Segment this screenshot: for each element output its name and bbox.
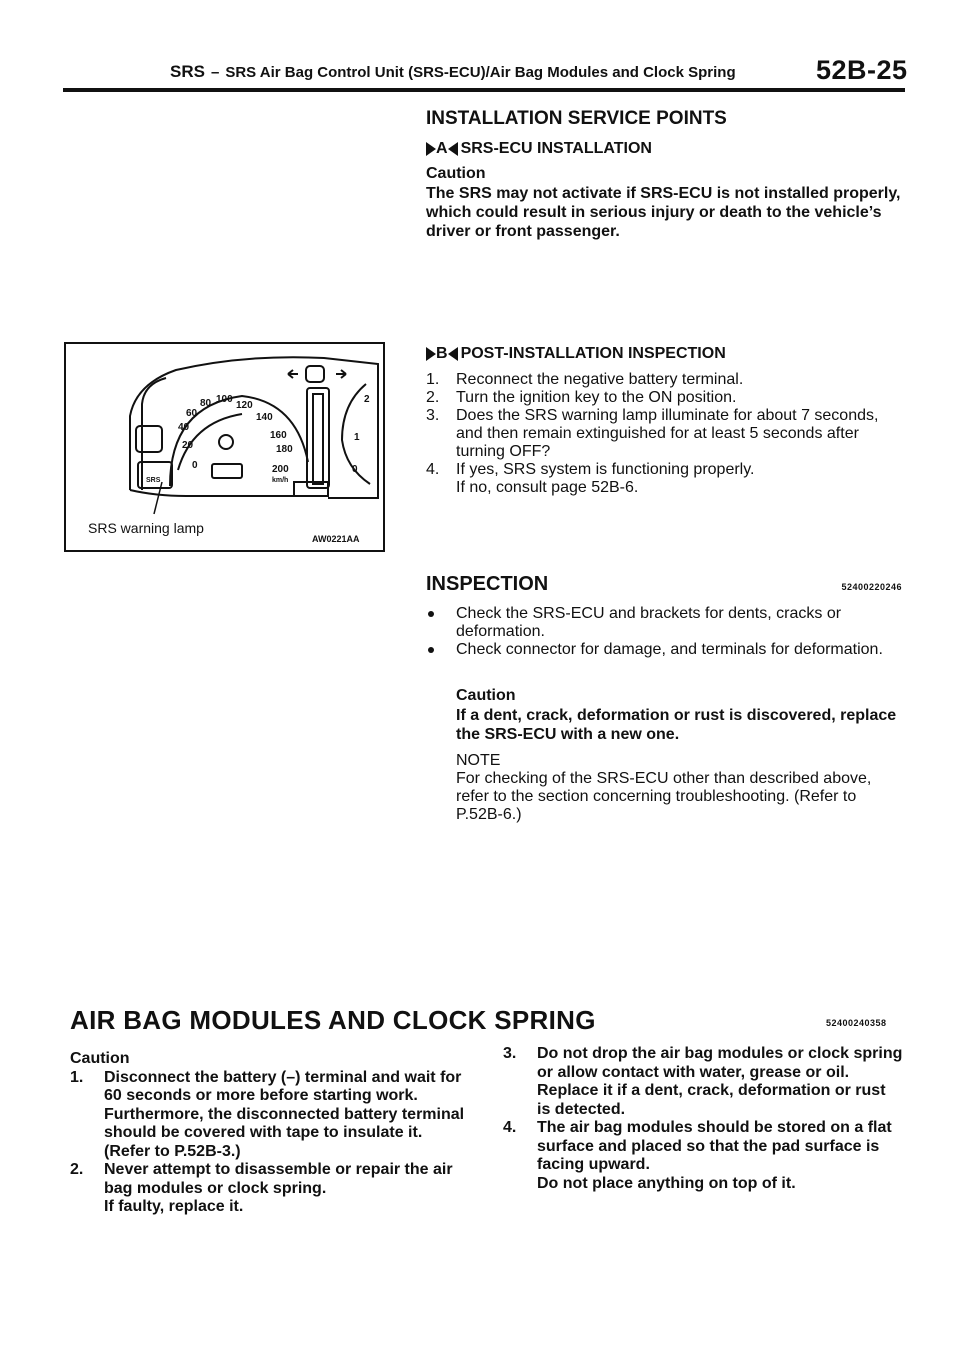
section-a-heading	[426, 140, 902, 158]
section-a-marker: A	[436, 140, 448, 157]
step-number: 3.	[426, 407, 440, 424]
airbag-caution-list-left	[70, 1069, 470, 1217]
step-number: 1.	[426, 371, 440, 388]
step-number: 4.	[426, 461, 440, 478]
speed-mark: 0	[192, 460, 198, 471]
item-extra-text: Do not place anything on top of it.	[537, 1174, 796, 1192]
speed-mark: 160	[270, 430, 287, 441]
list-item: Check the SRS-ECU and brackets for dents, cracks or deformation.	[426, 605, 902, 641]
step-text: Does the SRS warning lamp illuminate for about 7 seconds, and then remain extinguished for at least 5 seconds after turning OFF?	[456, 407, 879, 460]
step-number: 2.	[426, 389, 440, 406]
list-item	[426, 389, 902, 407]
section-b-title: POST-INSTALLATION INSPECTION	[460, 345, 726, 362]
step-text: Turn the ignition key to the ON position.	[456, 389, 737, 406]
list-item	[503, 1045, 903, 1119]
section-a-caution-text: The SRS may not activate if SRS-ECU is not installed properly, which could result in serious injury or death to the vehicle’s driver or front passenger.	[426, 185, 901, 240]
header-system: SRS	[170, 62, 205, 81]
step-extra-text: If no, consult page 52B-6.	[456, 479, 639, 496]
speed-mark: 140	[256, 412, 273, 423]
item-extra-text: Replace it if a dent, crack, deformation or rust is detected.	[537, 1082, 886, 1118]
gauge-mark: 0	[352, 464, 358, 475]
marker-left-arrow-icon	[448, 142, 458, 156]
figure-label: SRS warning lamp	[88, 520, 204, 536]
item-number: 1.	[70, 1068, 84, 1086]
inspection-code: 52400220246	[841, 582, 902, 592]
speed-mark: 120	[236, 400, 253, 411]
speed-mark: 20	[182, 440, 194, 451]
airbag-section-code: 52400240358	[826, 1018, 887, 1028]
gauge-mark: 2	[364, 394, 370, 405]
section-a-title: SRS-ECU INSTALLATION	[460, 140, 652, 157]
inspection-heading-row	[426, 575, 902, 596]
speed-mark: 200	[272, 464, 289, 475]
inspection-checklist	[426, 605, 902, 659]
post-install-steps	[426, 371, 902, 497]
airbag-caution-left	[70, 1050, 470, 1217]
step-text: Reconnect the negative battery terminal.	[456, 371, 744, 388]
section-b-heading	[426, 345, 902, 363]
list-item	[70, 1069, 470, 1162]
item-text: The air bag modules should be stored on a flat surface and placed so that the pad surface is facing upward.	[537, 1119, 892, 1173]
list-item	[426, 461, 902, 497]
inspection-title: INSPECTION	[426, 573, 549, 595]
step-text: If yes, SRS system is functioning properly.	[456, 461, 755, 478]
installation-title: INSTALLATION SERVICE POINTS	[426, 108, 727, 129]
speed-mark: 40	[178, 422, 190, 433]
airbag-caution-list-right	[503, 1045, 903, 1193]
marker-right-arrow-icon	[426, 142, 436, 156]
inspection-note-text: For checking of the SRS-ECU other than described above, refer to the section concerning troubleshooting. (Refer to P.52B-6.)	[456, 770, 872, 823]
srs-lamp-text: SRS	[146, 477, 161, 484]
inspection-caution-label: Caution	[456, 687, 516, 704]
list-item	[503, 1119, 903, 1193]
instrument-cluster-figure	[64, 342, 385, 552]
figure-code: AW0221AA	[312, 534, 360, 544]
speed-mark: 80	[200, 398, 212, 409]
item-text: Disconnect the battery (–) terminal and wait for 60 seconds or more before starting work. Furthermore, the disconnected battery terminal should be covered with tape to insulate it. (Refer to P.52B-3.)	[104, 1068, 465, 1160]
marker-left-arrow-icon	[448, 347, 458, 361]
list-item	[426, 371, 902, 389]
item-text: Do not drop the air bag modules or clock spring or allow contact with water, grease or oil.	[537, 1045, 903, 1081]
item-extra-text: If faulty, replace it.	[104, 1198, 244, 1215]
airbag-caution-right	[503, 1045, 903, 1193]
inspection-caution-text: If a dent, crack, deformation or rust is discovered, replace the SRS-ECU with a new one.	[456, 707, 897, 743]
page-number: 52B-25	[816, 55, 908, 85]
list-item: Check connector for damage, and terminals for deformation.	[426, 641, 902, 659]
section-a-caution-label: Caution	[426, 165, 486, 182]
list-item	[426, 407, 902, 461]
speed-mark: 100	[216, 394, 233, 405]
gauge-mark: 1	[354, 432, 360, 443]
header-dash: –	[210, 64, 220, 81]
speed-mark: 60	[186, 408, 198, 419]
list-item	[70, 1161, 470, 1217]
airbag-caution-label: Caution	[70, 1050, 130, 1067]
item-number: 3.	[503, 1045, 517, 1062]
marker-right-arrow-icon	[426, 347, 436, 361]
header-rule	[63, 88, 905, 92]
inspection-note-label: NOTE	[456, 752, 501, 769]
header-subtitle: SRS Air Bag Control Unit (SRS-ECU)/Air Bag Modules and Clock Spring	[225, 64, 736, 81]
airbag-section-title: AIR BAG MODULES AND CLOCK SPRING	[70, 1005, 596, 1035]
item-number: 4.	[503, 1119, 517, 1136]
speed-mark: 180	[276, 444, 293, 455]
section-b-marker: B	[436, 345, 448, 362]
item-number: 2.	[70, 1161, 84, 1178]
speed-unit: km/h	[272, 477, 289, 484]
running-header	[170, 62, 736, 82]
item-text: Never attempt to disassemble or repair the air bag modules or clock spring.	[104, 1161, 453, 1197]
